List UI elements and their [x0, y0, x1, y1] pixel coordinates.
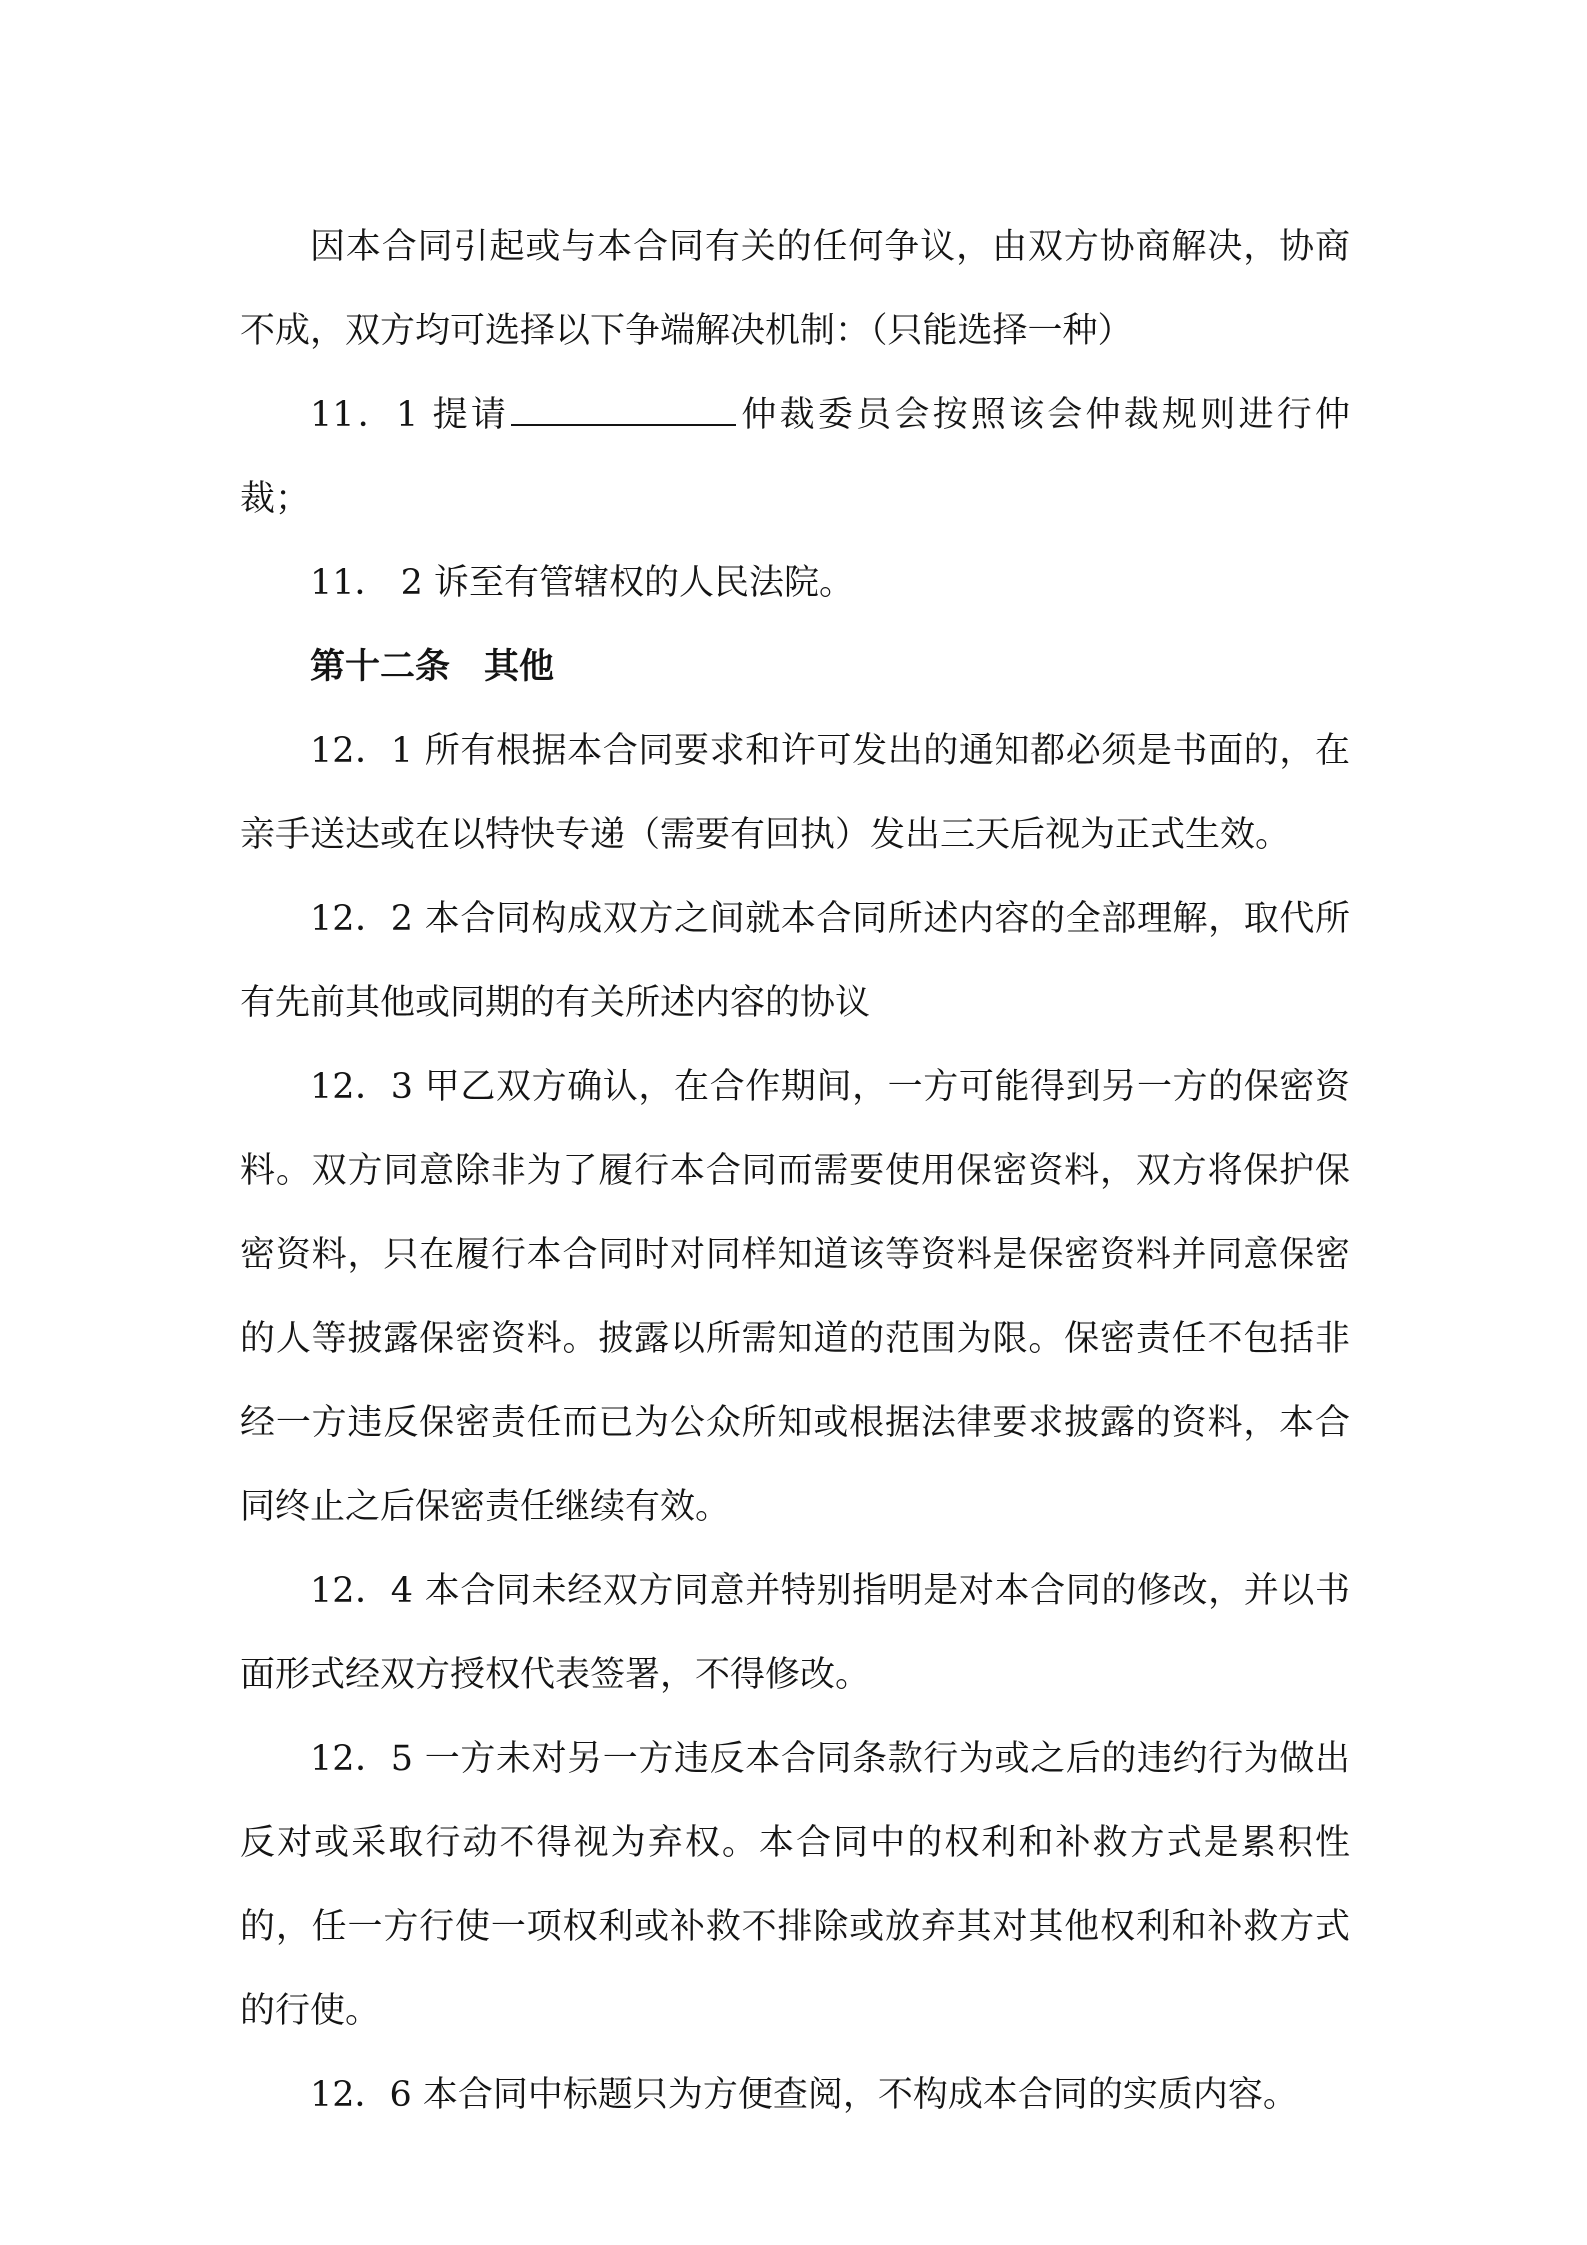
clause-12-5: 12．5 一方未对另一方违反本合同条款行为或之后的违约行为做出反对或采取行动不得视为弃权。本合同中的权利和补救方式是累积性的，任一方行使一项权利或补救不排除或放弃其对其他权利和补救方式的行使。: [240, 1739, 1350, 2031]
clause-11-2: 11． 2 诉至有管辖权的人民法院。: [310, 563, 855, 603]
clause-12-6: 12．6 本合同中标题只为方便查阅，不构成本合同的实质内容。: [310, 2075, 1298, 2115]
clause-11-1-suffix: 仲裁委员会按照该会仲裁规则进行仲裁；: [240, 395, 1350, 519]
arbitration-commission-blank: [511, 394, 736, 426]
clause-11-1: [240, 373, 1350, 541]
clause-12-2: 12．2 本合同构成双方之间就本合同所述内容的全部理解，取代所有先前其他或同期的有关所述内容的协议: [240, 899, 1350, 1023]
clause-11-1-prefix: 11．1 提请: [310, 395, 510, 435]
clause-12-3: 12．3 甲乙双方确认，在合作期间，一方可能得到另一方的保密资料。双方同意除非为了履行本合同而需要使用保密资料，双方将保护保密资料，只在履行本合同时对同样知道该等资料是保密资料并同意保密的人等披露保密资料。披露以所需知道的范围为限。保密责任不包括非经一方违反保密责任而已为公众所知或根据法律要求披露的资料，本合同终止之后保密责任继续有效。: [240, 1067, 1350, 1527]
article-12-title: 其他: [484, 646, 555, 687]
clause-12-1: 12．1 所有根据本合同要求和许可发出的通知都必须是书面的，在亲手送达或在以特快专递（需要有回执）发出三天后视为正式生效。: [240, 731, 1350, 855]
clause-12-4: 12．4 本合同未经双方同意并特别指明是对本合同的修改，并以书面形式经双方授权代表签署，不得修改。: [240, 1571, 1350, 1695]
article-12-number: 第十二条: [310, 646, 451, 687]
article-12-heading: [240, 625, 1350, 709]
document-body: [240, 205, 1350, 2137]
paragraph-dispute-resolution: 因本合同引起或与本合同有关的任何争议，由双方协商解决，协商不成，双方均可选择以下争端解决机制：（只能选择一种）: [240, 227, 1350, 351]
